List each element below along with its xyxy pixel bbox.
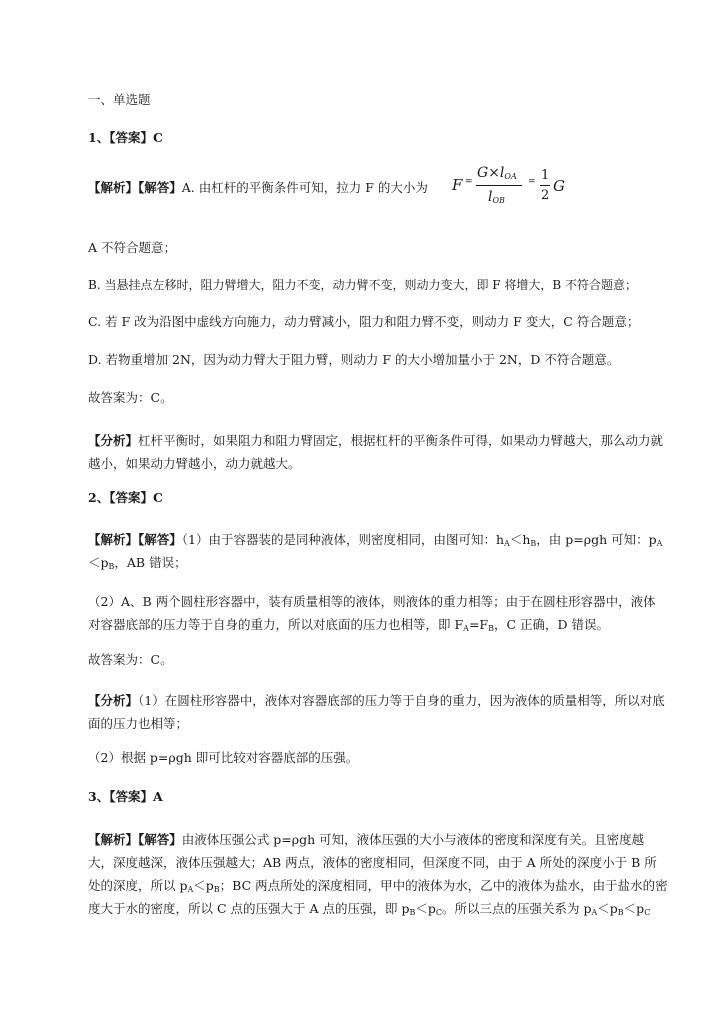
q2-fenxi-2: （2）根据 p=ρgh 即可比较对容器底部的压强。 bbox=[88, 750, 359, 765]
formula-numerator: $G\times l_{OA}$ bbox=[477, 165, 517, 181]
q1-line-b: B. 当悬挂点左移时，阻力臂增大，阻力不变，动力臂不变，则动力变大，即 F 将增大，B 不符合题意； bbox=[88, 278, 638, 292]
q2-fenxi bbox=[88, 689, 668, 735]
q1-line-c: C. 若 F 改为沿图中虚线方向施力，动力臂减小，阻力和阻力臂不变，则动力 F 变大，C 符合题意； bbox=[88, 314, 640, 329]
q1-analysis-a bbox=[88, 180, 428, 196]
q1-analysis-a-text: A. 由杠杆的平衡条件可知，拉力 F 的大小为 bbox=[181, 180, 428, 195]
formula-eq2: = bbox=[528, 177, 536, 187]
formula-half-bar bbox=[540, 185, 550, 186]
q2-fenxi-text: （1）在圆柱形容器中，液体对容器底部的压力等于自身的重力，因为液体的质量相等，所以对底面的压力也相等； bbox=[88, 693, 665, 731]
q1-line-d: D. 若物重增加 2N，因为动力臂大于阻力臂，则动力 F 的大小增加量小于 2N，D 不符合题意。 bbox=[88, 352, 620, 367]
section-title: 一、单选题 bbox=[88, 92, 151, 107]
q1-fenxi-text: 杠杆平衡时，如果阻力和阻力臂固定，根据杠杆的平衡条件可得，如果动力臂越大，那么动力就越小，如果动力臂越小，动力就越大。 bbox=[88, 433, 664, 471]
formula-half-num: 1 bbox=[541, 168, 550, 183]
formula-lhs: F bbox=[452, 176, 463, 194]
q1-fenxi bbox=[88, 429, 668, 475]
lever-formula bbox=[452, 165, 572, 214]
q2-fenxi-tag: 【分析】 bbox=[88, 693, 139, 708]
q3-analysis-tag: 【解析】【解答】 bbox=[88, 832, 182, 847]
q1-fenxi-tag: 【分析】 bbox=[88, 433, 139, 448]
q3-analysis: 【解析】【解答】由液体压强公式 p=ρgh 可知，液体压强的大小与液体的密度和深度有关。且密度越大，深度越深，液体压强越大；AB 两点，液体的密度相同，但深度不同，由于 A 所处的深度小于 B 所处的深度，所以 $p_A<p_B$；BC 两点所处的深度相同，甲中的液体为水，乙中的液体为盐水，由于盐水的密度大于水的密度，所以 C 点的压强大于 A 点的压强，即 $p_B<p_C$。所以三点的压强关系为 $p_A<p_B<p_C$ bbox=[88, 832, 668, 917]
q2-conclusion: 故答案为：C。 bbox=[88, 652, 173, 667]
formula-half-den: 2 bbox=[541, 188, 550, 203]
q2-analysis-tag: 【解析】【解答】 bbox=[88, 532, 182, 547]
q2-answer: 2、【答案】C bbox=[88, 490, 163, 505]
formula-fraction-bar bbox=[476, 185, 522, 186]
formula-rhs: G bbox=[553, 177, 565, 195]
q1-analysis-tag: 【解析】【解答】 bbox=[88, 180, 182, 195]
q3-answer: 3、【答案】A bbox=[88, 789, 163, 804]
formula-eq1: = bbox=[465, 177, 473, 187]
q1-conclusion: 故答案为：C。 bbox=[88, 390, 173, 405]
q2-part2: （2）A、B 两个圆柱形容器中，装有质量相等的液体，则液体的重力相等；由于在圆柱形容器中，液体对容器底部的压力等于自身的重力，所以对底面的压力也相等，即 $F_A=F_B$，C 正确，D 错误。 bbox=[88, 594, 656, 633]
formula-denominator: $l_{OB}$ bbox=[488, 189, 505, 205]
q1-answer: 1、【答案】C bbox=[88, 130, 163, 145]
q1-line-a-end: A 不符合题意； bbox=[88, 240, 177, 255]
q2-part1: 【解析】【解答】（1）由于容器装的是同种液体，则密度相同，由图可知：$h_A<h_B$，由 p=ρgh 可知：$p_A<p_B$，AB 错误； bbox=[88, 532, 663, 571]
